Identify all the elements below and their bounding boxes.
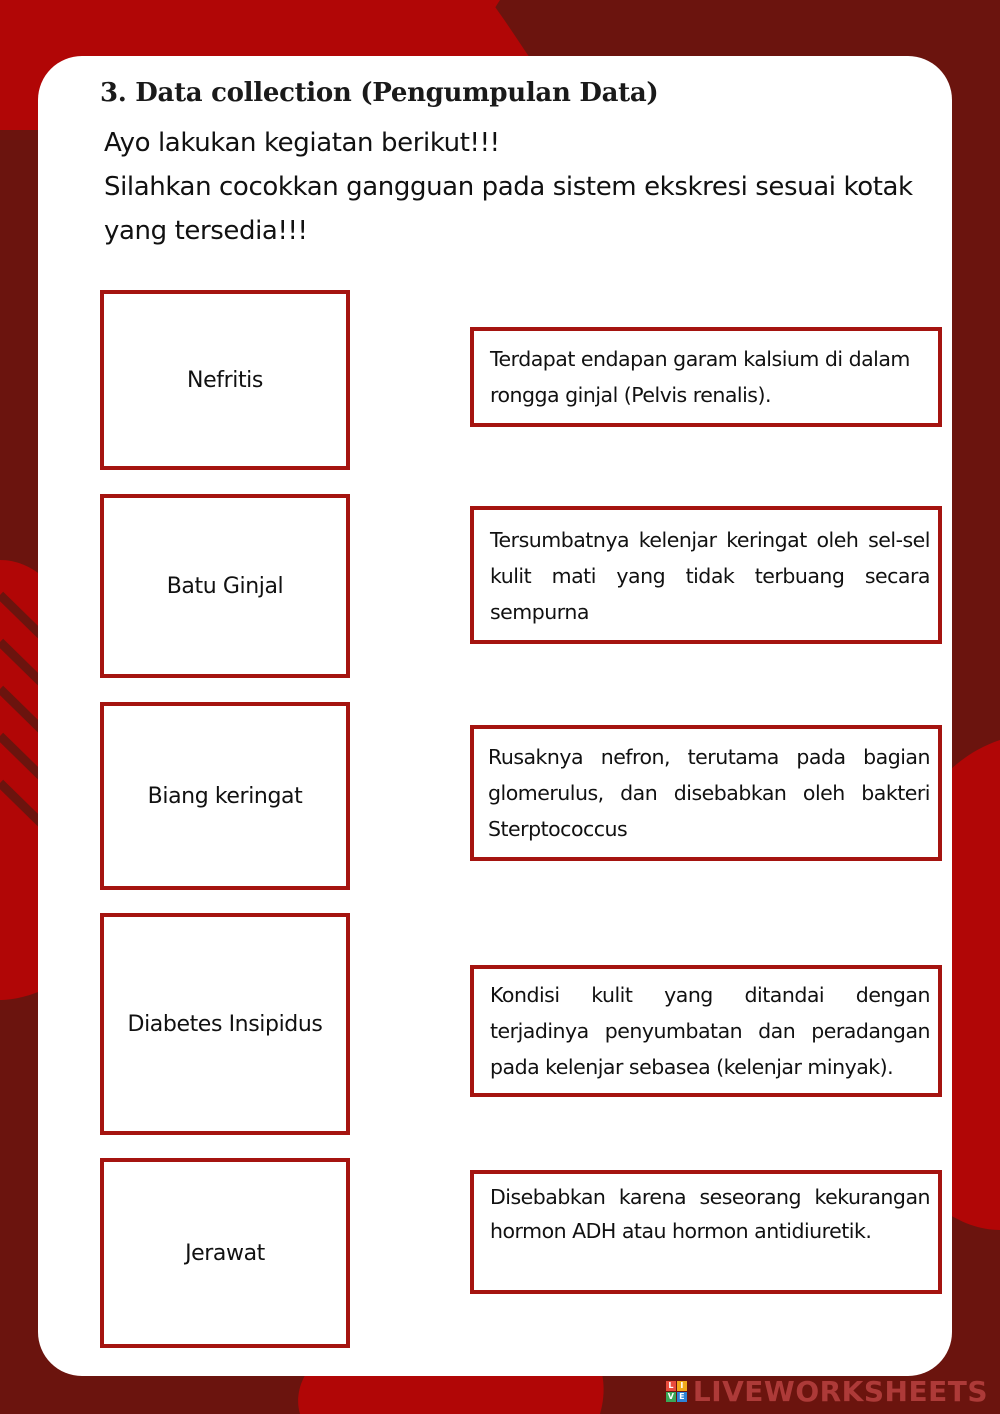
- term-box-batu-ginjal[interactable]: [100, 494, 350, 678]
- description-text: Terdapat endapan garam kalsium di dalam rongga ginjal (Pelvis renalis).: [490, 347, 910, 407]
- term-label: Biang keringat: [147, 783, 303, 809]
- description-text: Tersumbatnya kelenjar keringat oleh sel-sel kulit mati yang tidak terbuang secara sempurna: [490, 528, 930, 624]
- description-box-4[interactable]: [470, 965, 942, 1097]
- description-box-2[interactable]: [470, 506, 942, 644]
- description-box-1[interactable]: [470, 327, 942, 427]
- logo-letter: L: [666, 1381, 676, 1391]
- term-box-jerawat[interactable]: [100, 1158, 350, 1348]
- term-box-biang-keringat[interactable]: [100, 702, 350, 890]
- logo-letter: I: [677, 1381, 687, 1391]
- term-label: Jerawat: [185, 1240, 265, 1266]
- description-text: Disebabkan karena seseorang kekurangan hormon ADH atau hormon antidiuretik.: [490, 1185, 930, 1243]
- term-label: Diabetes Insipidus: [127, 1011, 323, 1037]
- description-box-3[interactable]: [470, 725, 942, 861]
- logo-letter: E: [677, 1392, 687, 1402]
- liveworksheets-logo-icon: [666, 1381, 687, 1402]
- term-box-diabetes-insipidus[interactable]: [100, 913, 350, 1135]
- section-title: 3. Data collection (Pengumpulan Data): [100, 78, 659, 108]
- watermark-text: LIVEWORKSHEETS: [692, 1375, 988, 1408]
- instruction-line-1: Ayo lakukan kegiatan berikut!!!: [104, 128, 500, 158]
- term-label: Batu Ginjal: [166, 573, 284, 599]
- logo-letter: V: [667, 1392, 674, 1401]
- instruction-line-2: Silahkan cocokkan gangguan pada sistem ekskresi sesuai kotak: [104, 172, 913, 202]
- term-label: Nefritis: [187, 367, 263, 393]
- description-text: Kondisi kulit yang ditandai dengan terjadinya penyumbatan dan peradangan pada kelenjar sebasea (kelenjar minyak).: [490, 983, 930, 1079]
- description-text: Rusaknya nefron, terutama pada bagian glomerulus, dan disebabkan oleh bakteri Sterptococcus: [488, 745, 930, 841]
- description-box-5[interactable]: [470, 1170, 942, 1294]
- term-box-nefritis[interactable]: [100, 290, 350, 470]
- liveworksheets-watermark: [666, 1375, 988, 1408]
- instruction-line-3: yang tersedia!!!: [104, 216, 308, 246]
